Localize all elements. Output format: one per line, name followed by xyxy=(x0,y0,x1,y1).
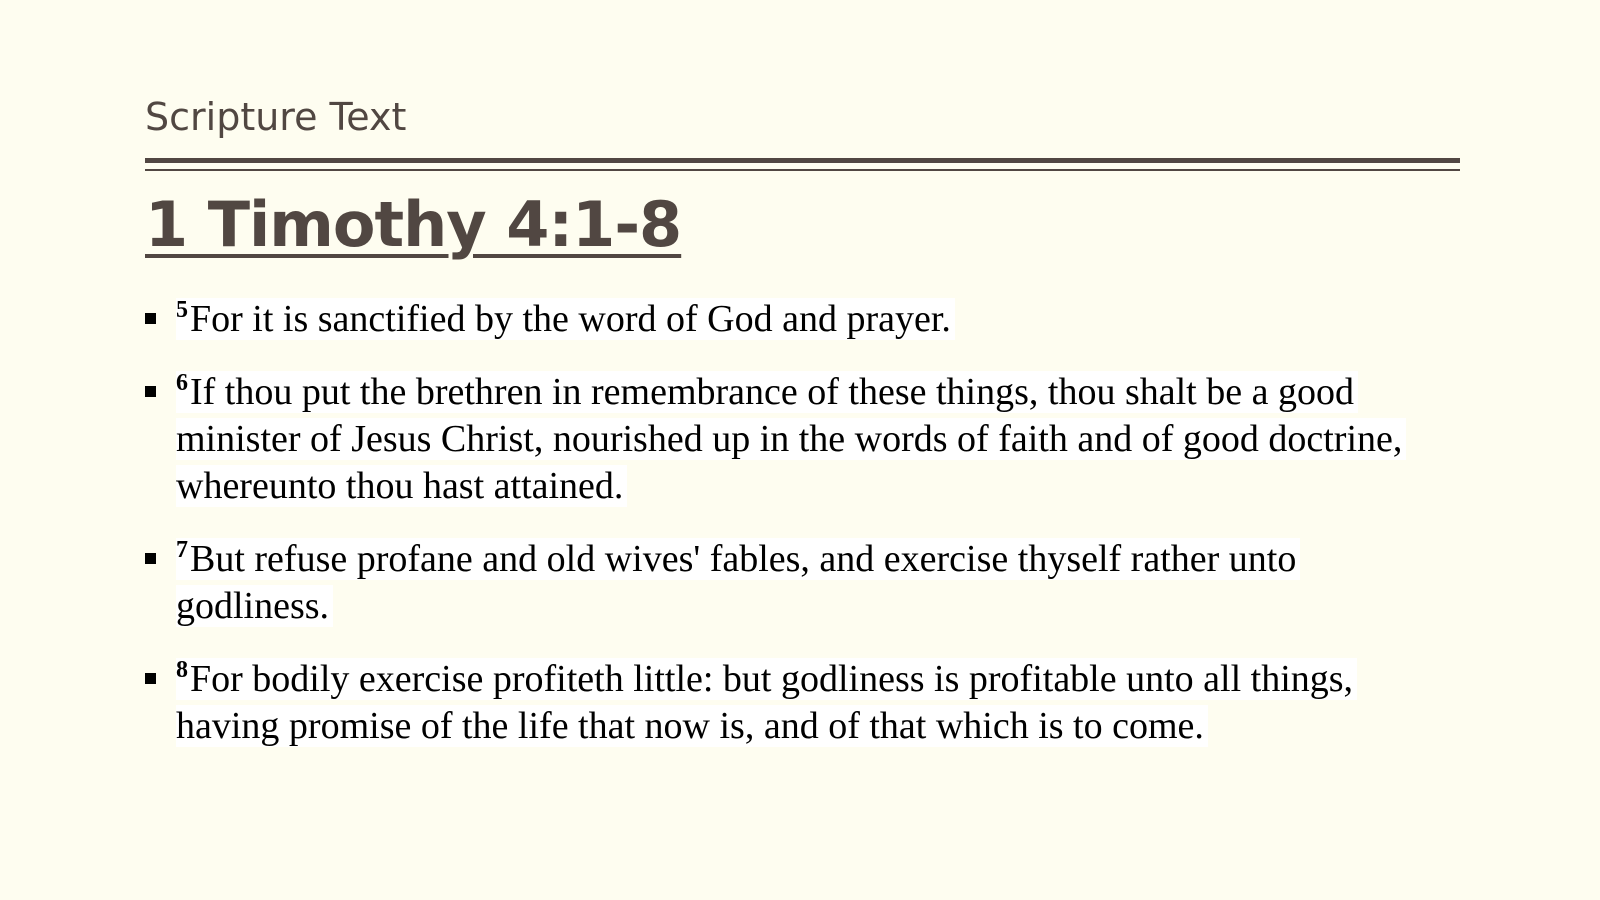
section-title: Scripture Text xyxy=(145,95,407,139)
verse-number: 7 xyxy=(176,537,188,563)
verse-text: For it is sanctified by the word of God and prayer. xyxy=(190,298,951,340)
title-rule-thick xyxy=(145,158,1460,163)
verse-item xyxy=(145,296,1460,343)
verse-item xyxy=(145,536,1460,630)
verse-text-block xyxy=(176,658,1357,747)
verse-text-block xyxy=(176,538,1300,627)
verse-number: 5 xyxy=(176,297,188,323)
verse-item xyxy=(145,369,1460,510)
passage-reference: 1 Timothy 4:1-8 xyxy=(145,188,682,261)
verse-text-block xyxy=(176,298,955,340)
verse-text: If thou put the brethren in remembrance of these things, thou shalt be a good minister of Jesus Christ, nourished up in the words of faith and of good doctrine, whereunto thou hast attained. xyxy=(176,371,1403,507)
verse-list xyxy=(145,296,1460,776)
verse-number: 8 xyxy=(176,657,188,683)
verse-text-block xyxy=(176,371,1406,507)
verse-item xyxy=(145,656,1460,750)
verse-number: 6 xyxy=(176,370,188,396)
square-bullet-icon xyxy=(145,553,156,564)
verse-text: For bodily exercise profiteth little: but godliness is profitable unto all things, having promise of the life that now is, and of that which is to come. xyxy=(176,658,1354,747)
verse-text: But refuse profane and old wives' fables, and exercise thyself rather unto godliness. xyxy=(176,538,1297,627)
square-bullet-icon xyxy=(145,313,156,324)
square-bullet-icon xyxy=(145,386,156,397)
title-rule-thin xyxy=(145,169,1460,171)
slide xyxy=(145,0,1460,900)
square-bullet-icon xyxy=(145,673,156,684)
